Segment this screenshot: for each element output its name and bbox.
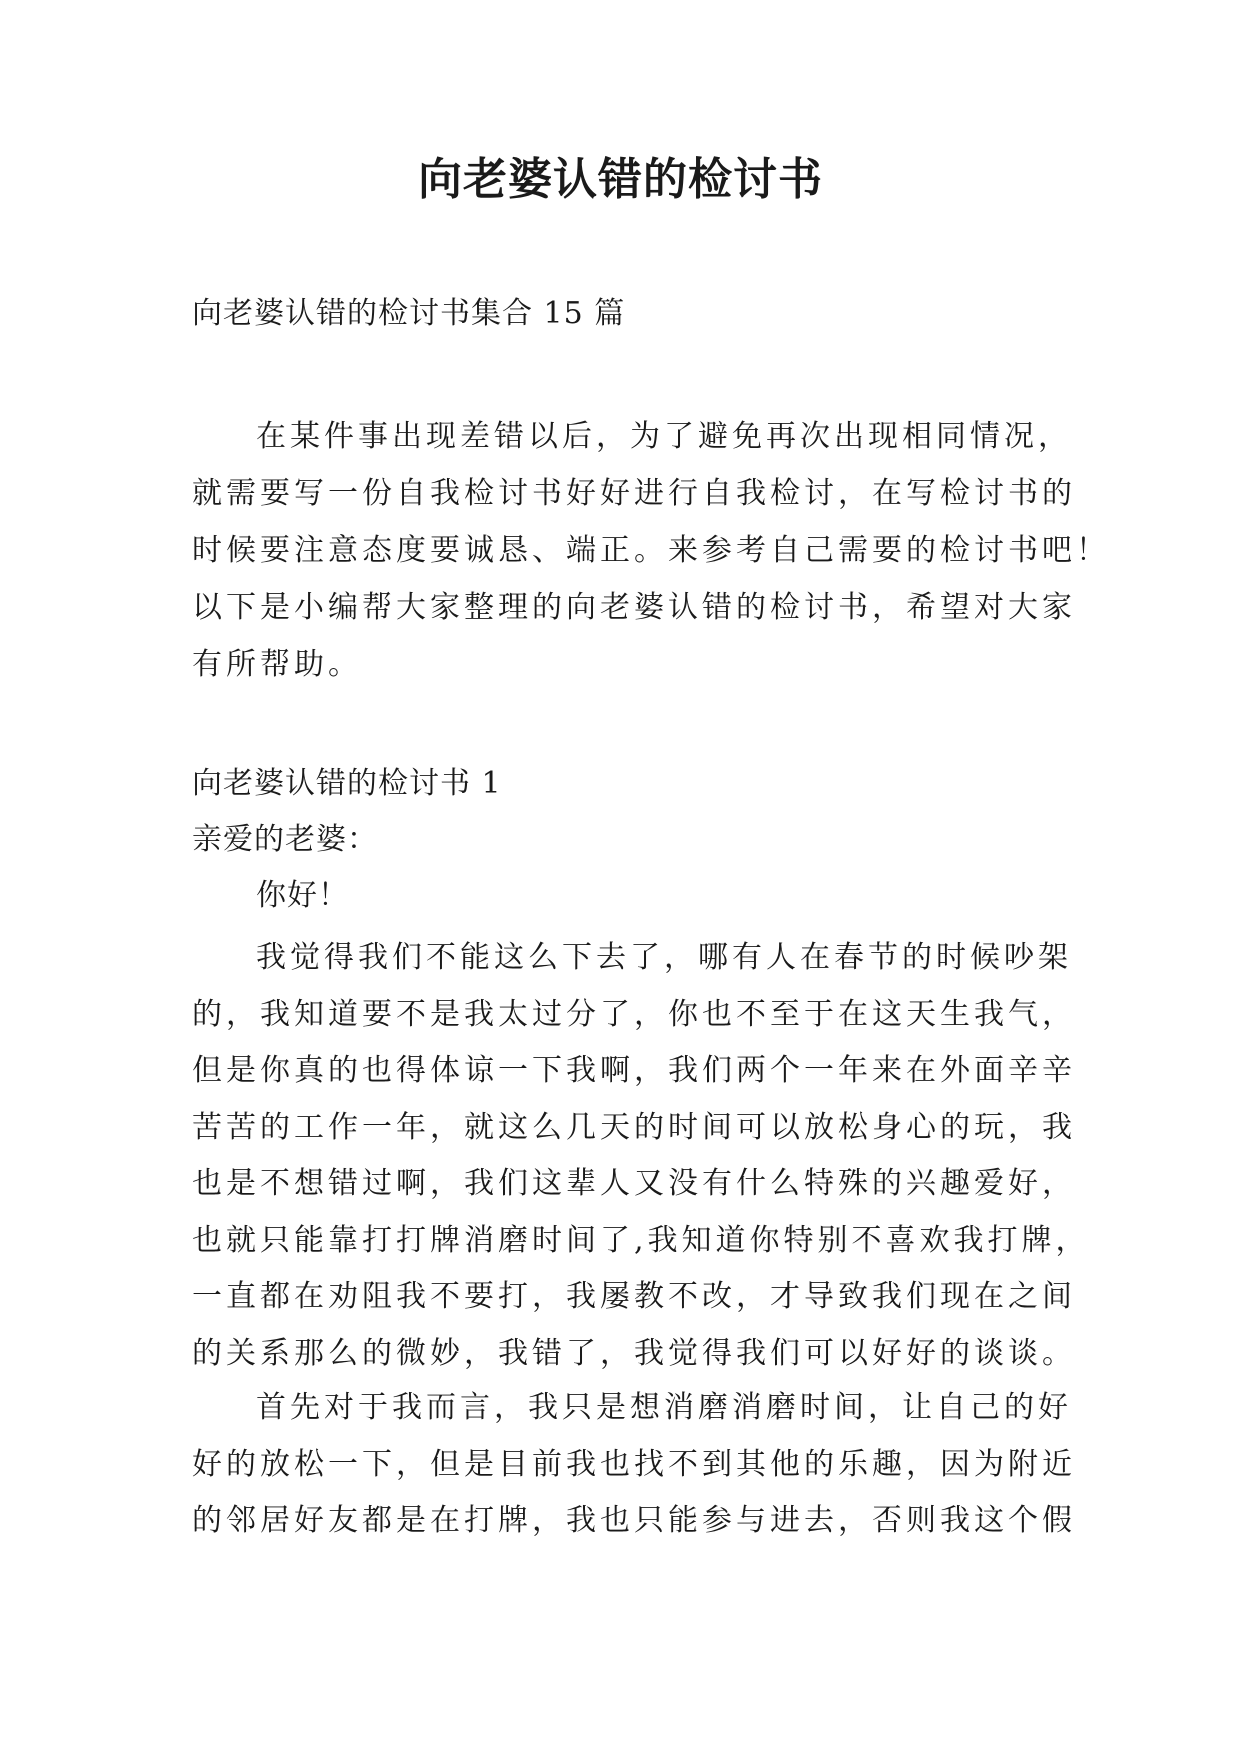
- paragraph-line: 苦苦的工作一年，就这么几天的时间可以放松身心的玩，我: [192, 1109, 1076, 1145]
- paragraph-line: 也是不想错过啊，我们这辈人又没有什么特殊的兴趣爱好，: [192, 1166, 1076, 1201]
- paragraph-line: 首先对于我而言，我只是想消磨消磨时间，让自己的好: [256, 1390, 1072, 1425]
- letter-paragraph-2: [192, 1380, 1076, 1550]
- paragraph-line: 也就只能靠打打牌消磨时间了,我知道你特别不喜欢我打牌，: [192, 1222, 1090, 1258]
- paragraph-line: 但是你真的也得体谅一下我啊，我们两个一年来在外面辛辛: [192, 1053, 1076, 1088]
- intro-paragraph: [192, 408, 1110, 693]
- intro-line: 有所帮助。: [192, 647, 362, 682]
- paragraph-line: 一直都在劝阻我不要打，我屡教不改，才导致我们现在之间: [192, 1279, 1076, 1314]
- paragraph-line: 好的放松一下，但是目前我也找不到其他的乐趣，因为附近: [192, 1446, 1076, 1482]
- intro-line: 时候要注意态度要诚恳、端正。来参考自己需要的检讨书吧！: [192, 533, 1110, 568]
- intro-line: 以下是小编帮大家整理的向老婆认错的检讨书，希望对大家: [192, 590, 1076, 625]
- intro-line: 在某件事出现差错以后，为了避免再次出现相同情况，: [256, 419, 1072, 454]
- intro-line: 就需要写一份自我检讨书好好进行自我检讨，在写检讨书的: [192, 476, 1076, 511]
- paragraph-line: 的关系那么的微妙，我错了，我觉得我们可以好好的谈谈。: [192, 1335, 1076, 1371]
- document-title: 向老婆认错的检讨书: [418, 154, 823, 205]
- document-subtitle: 向老婆认错的检讨书集合 15 篇: [192, 296, 626, 331]
- letter-greeting: 你好！: [256, 878, 349, 913]
- section-heading: 向老婆认错的检讨书 1: [192, 766, 502, 801]
- letter-salutation: 亲爱的老婆：: [192, 822, 378, 857]
- letter-paragraph-1: [192, 930, 1090, 1382]
- paragraph-line: 的，我知道要不是我太过分了，你也不至于在这天生我气，: [192, 996, 1076, 1032]
- paragraph-line: 我觉得我们不能这么下去了，哪有人在春节的时候吵架: [256, 940, 1072, 975]
- paragraph-line: 的邻居好友都是在打牌，我也只能参与进去，否则我这个假: [192, 1503, 1076, 1538]
